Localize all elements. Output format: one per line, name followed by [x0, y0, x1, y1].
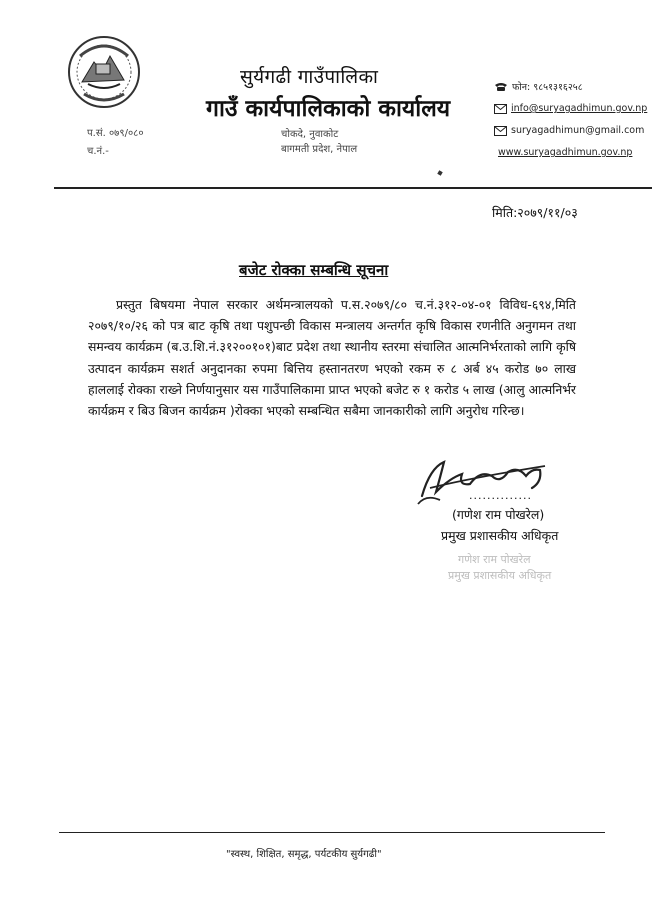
signature-line: .............. — [469, 489, 532, 502]
government-emblem-logo — [66, 34, 142, 110]
header-divider — [54, 187, 652, 189]
office-name: गाउँ कार्यपालिकाको कार्यालय — [206, 96, 451, 122]
stamp-line-1: गणेश राम पोखरेल — [458, 553, 531, 566]
footer-divider — [59, 832, 605, 833]
contact-email-info — [494, 103, 647, 114]
signatory-title: प्रमुख प्रशासकीय अधिकृत — [441, 528, 559, 543]
contact-website — [498, 147, 632, 158]
email-info-link[interactable]: info@suryagadhimun.gov.np — [511, 103, 648, 114]
email-icon — [494, 104, 507, 114]
organization-name: सुर्यगढी गाउँपालिका — [240, 66, 379, 88]
ink-mark — [437, 170, 442, 175]
website-link[interactable]: www.suryagadhimun.gov.np — [498, 147, 633, 158]
address-line-1: चोकदे, नुवाकोट — [281, 129, 339, 140]
reference-dispatch-number: च.नं.- — [87, 146, 109, 157]
email-gmail-link[interactable]: suryagadhimun@gmail.com — [511, 125, 645, 136]
email-icon — [494, 126, 507, 136]
footer-motto: "स्वस्थ, शिक्षित, समृद्ध, पर्यटकीय सुर्यगढी" — [226, 849, 382, 860]
letter-body: प्रस्तुत बिषयमा नेपाल सरकार अर्थमन्त्रालयको प.स.२०७९/८० च.नं.३१२-०४-०१ विविध-६९४,मिति २०७९/१०/२६ को पत्र बाट कृषि तथा पशुपन्छी विकास मन्त्रालय अन्तर्गत कृषि विकास रणनीति अनुगमन तथा समन्वय कार्यक्रम (ब.उ.शि.नं.३१२००१०१)बाट प्रदेश तथा स्थानीय स्तरमा संचालित आत्मनिर्भरताको लागि कृषि उत्पादन कार्यक्रम सशर्त अनुदानका रुपमा बित्तिय हस्तानतरण भएको रकम रु ८ अर्ब ४५ करोड ७० लाख हाललाई रोक्का राख्ने निर्णयानुसार यस गाउँपालिकामा प्राप्त भएको बजेट रु १ करोड ५ लाख (आलु आत्मनिर्भर कार्यक्रम र बिउ बिजन कार्यक्रम )रोक्का भएको सम्बन्धित सबैमा जानकारीको लागि अनुरोध गरिन्छ। — [88, 297, 576, 419]
letter-date: मिति:२०७९/११/०३ — [492, 205, 578, 220]
signatory-name: (गणेश राम पोखरेल) — [452, 507, 545, 522]
reference-fiscal-year: प.सं. ०७९/०८० — [87, 128, 144, 139]
letter-subject: बजेट रोक्का सम्बन्धि सूचना — [239, 261, 389, 279]
phone-number: फोन: ९८५१३१६२५८ — [512, 82, 583, 93]
address-line-2: बागमती प्रदेश, नेपाल — [281, 144, 358, 155]
stamp-line-2: प्रमुख प्रशासकीय अधिकृत — [448, 569, 552, 582]
official-stamp — [444, 550, 582, 584]
contact-email-gmail — [494, 125, 644, 136]
phone-icon — [494, 82, 508, 92]
contact-phone — [494, 80, 583, 93]
